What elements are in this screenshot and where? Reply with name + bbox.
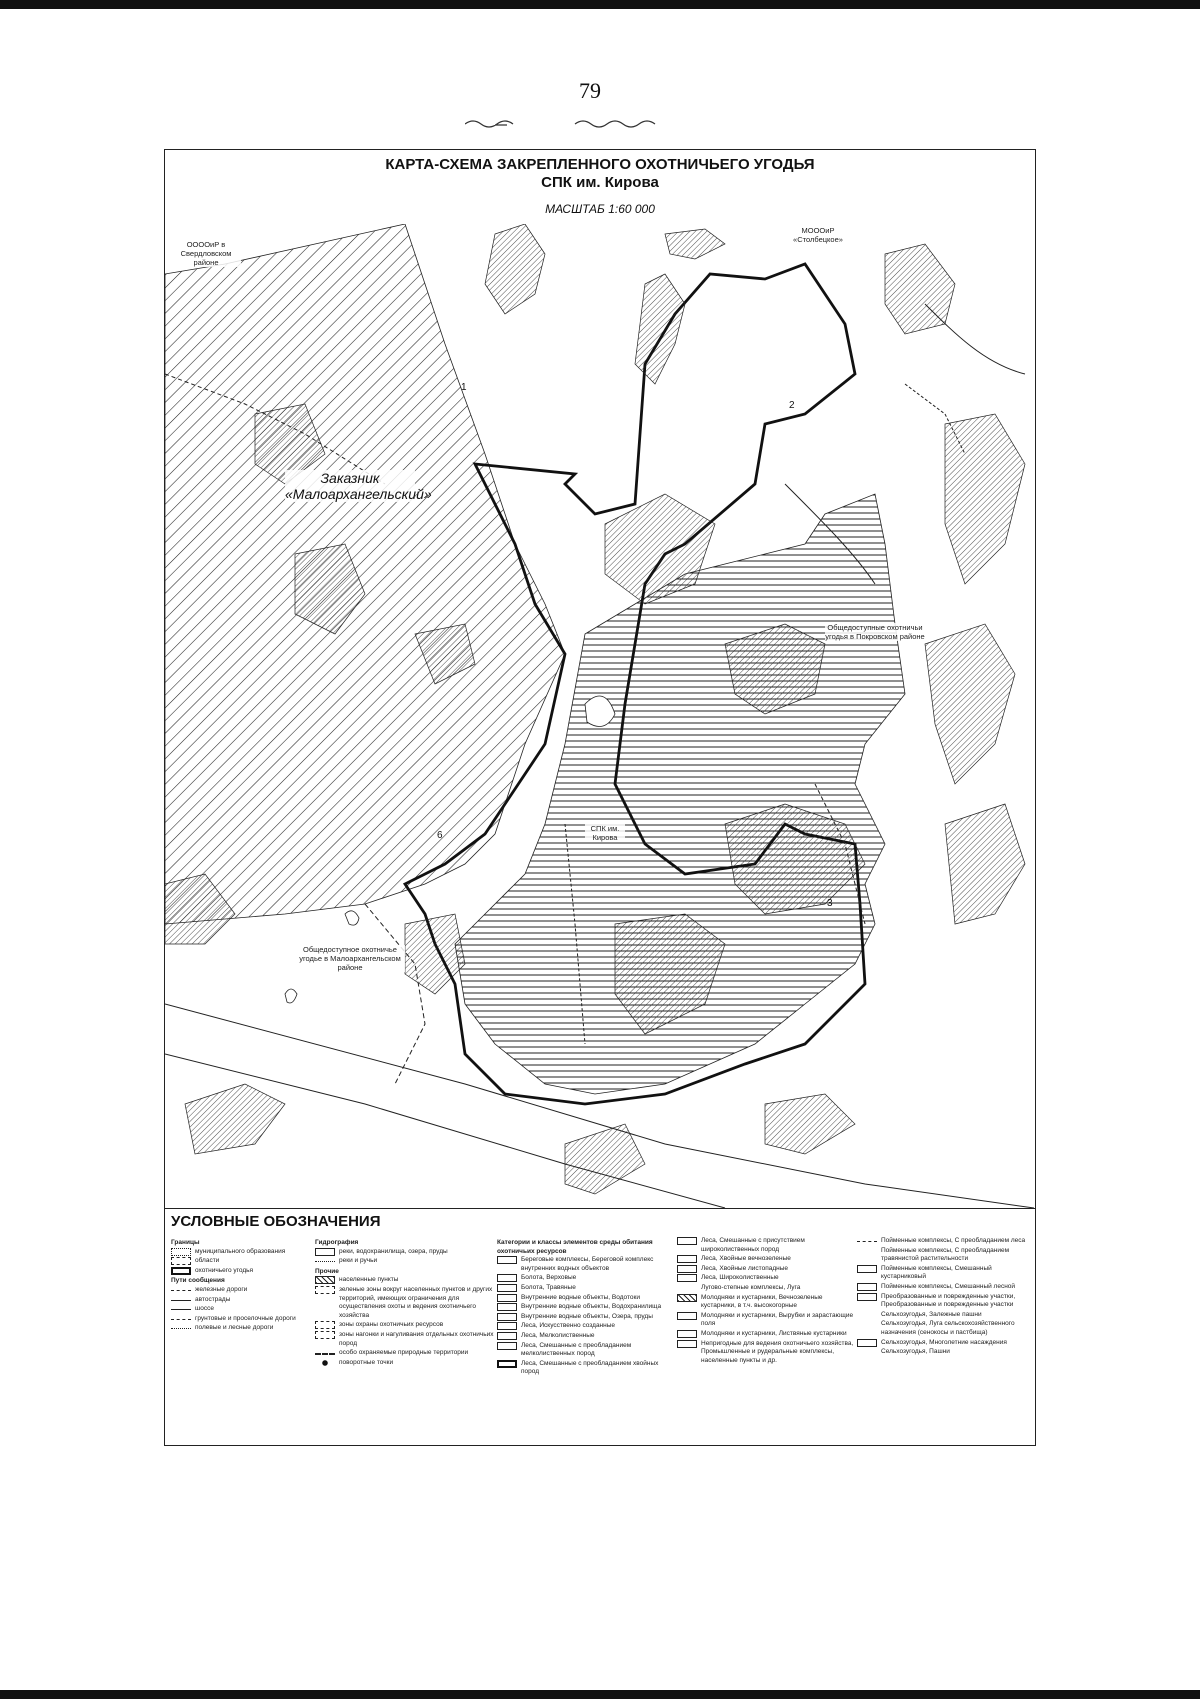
legend-label: Пойменные комплексы, Смешанный лесной [881, 1282, 1016, 1290]
map-frame [164, 149, 1036, 1446]
legend-item [677, 1284, 857, 1293]
legend-label: зеленые зоны вокруг населенных пунктов и других территорий, имеющих ограничения для осуществления охоты и ведения охотничьего хозяйства [339, 1285, 493, 1319]
legend-item [497, 1294, 677, 1303]
page-number: 79 [579, 78, 601, 103]
legend-item [171, 1257, 321, 1266]
legend-item [497, 1284, 677, 1293]
zakaznik-area [165, 224, 565, 924]
legend-item [677, 1330, 857, 1339]
legend-label: Болота, Травяные [521, 1283, 576, 1291]
legend-title: УСЛОВНЫЕ ОБОЗНАЧЕНИЯ [171, 1213, 381, 1230]
legend-label: реки и ручьи [339, 1257, 378, 1265]
legend-item [171, 1286, 321, 1295]
legend-item [315, 1331, 495, 1348]
legend-item [857, 1348, 1033, 1357]
legend-label: Преобразованные и поврежденные участки, Преобразованные и поврежденные участки [881, 1292, 1016, 1309]
legend-item [497, 1303, 677, 1312]
legend-item [857, 1283, 1033, 1292]
legend-label: автострады [195, 1295, 231, 1303]
legend-label: муниципального образования [195, 1247, 286, 1255]
legend-item [171, 1296, 321, 1305]
legend-item [677, 1265, 857, 1274]
legend-label: Пойменные комплексы, Смешанный кустарниковый [881, 1264, 992, 1281]
legend-item [315, 1359, 495, 1368]
legend-item [857, 1265, 1033, 1282]
map-title-line2: СПК им. Кирова [541, 174, 659, 191]
label-sverdlovsk: ООООиР в Свердловском районе [171, 240, 241, 267]
legend-item [315, 1349, 495, 1358]
legend-label: Внутренние водные объекты, Озера, пруды [521, 1312, 653, 1320]
legend-head-roads: Пути сообщения [171, 1277, 225, 1285]
legend-label: Пойменные комплексы, С преобладанием леса [881, 1237, 1026, 1244]
legend-label: области [195, 1257, 220, 1265]
legend-item [857, 1311, 1033, 1320]
legend-label: зоны охраны охотничьих ресурсов [339, 1321, 444, 1329]
legend-label: Лугово-степные комплексы, Луга [701, 1283, 801, 1291]
legend-item [677, 1255, 857, 1264]
bottom-border-bar [0, 1690, 1200, 1699]
legend-label: Пойменные комплексы, С преобладанием травянистой растительности [881, 1246, 1010, 1263]
turning-point-3: 3 [827, 898, 833, 909]
legend-label: Леса, Хвойные листопадные [701, 1264, 788, 1272]
legend-label: Молодняки и кустарники, Листвяные кустарники [701, 1329, 847, 1337]
legend-item [857, 1247, 1033, 1264]
legend-label: железные дороги [195, 1285, 248, 1293]
legend-label: населенные пункты [339, 1276, 399, 1284]
map-title [165, 156, 1035, 192]
legend-item [857, 1237, 1033, 1246]
legend-item [677, 1237, 857, 1254]
legend-label: зоны нагонки и нагуливания отдельных охотничьих пород [339, 1330, 494, 1347]
legend-col-hydro [315, 1237, 495, 1368]
top-border-bar [0, 0, 1200, 9]
turning-point-2: 2 [789, 400, 795, 411]
legend-item [171, 1248, 321, 1257]
legend-label: полевые и лесные дороги [195, 1324, 274, 1332]
label-zakaznik-line2: «Малоархангельский» [285, 486, 432, 502]
legend-col-floodplain [857, 1237, 1033, 1358]
label-spk: СПК им. Кирова [585, 824, 625, 842]
legend-item [171, 1305, 321, 1314]
legend-item [315, 1321, 495, 1330]
legend-item [315, 1286, 495, 1320]
legend-label: Молодняки и кустарники, Вечнозеленые кустарники, в т.ч. высокогорные [701, 1293, 823, 1310]
map-scale: МАСШТАБ 1:60 000 [545, 202, 655, 216]
legend-item [497, 1322, 677, 1331]
legend-item [497, 1360, 677, 1377]
legend-col-forests [677, 1237, 857, 1366]
legend-label: Леса, Смешанные с преобладанием мелколиственных пород [521, 1341, 632, 1358]
legend-item [315, 1257, 495, 1266]
legend-item [857, 1320, 1033, 1337]
legend-item [497, 1274, 677, 1283]
legend-item [497, 1313, 677, 1322]
legend-label: Леса, Смешанные с присутствием широколиственных пород [701, 1237, 805, 1253]
legend-label: особо охраняемые природные территории [339, 1349, 469, 1357]
map-canvas [165, 224, 1034, 1208]
label-stolbetskoe: МОООиР «Столбецкое» [783, 226, 853, 244]
legend-label: Леса, Широколиственные [701, 1274, 779, 1282]
legend-label: Сельхозугодья, Залежные пашни [881, 1310, 982, 1318]
legend-item [497, 1332, 677, 1341]
turning-point-1: 1 [461, 382, 467, 393]
label-pokrovsky: Общедоступные охотничьи угодья в Покровском районе [825, 623, 925, 641]
legend-item [315, 1248, 495, 1257]
label-zakaznik [285, 470, 432, 502]
legend-label: Леса, Смешанные с преобладанием хвойных пород [521, 1359, 659, 1376]
legend-item [677, 1340, 857, 1366]
legend-label: шоссе [195, 1305, 214, 1313]
legend-label: Леса, Хвойные вечнозеленые [701, 1255, 791, 1263]
legend-label: поворотные точки [339, 1358, 394, 1366]
legend-head-categories: Категории и классы элементов среды обитания охотничьих ресурсов [497, 1239, 653, 1255]
legend [165, 1208, 1035, 1444]
map-title-line1: КАРТА-СХЕМА ЗАКРЕПЛЕННОГО ОХОТНИЧЬЕГО УГОДЬЯ [385, 156, 815, 173]
legend-col-borders [171, 1237, 321, 1334]
legend-label: грунтовые и проселочные дороги [195, 1314, 296, 1322]
legend-label: Молодняки и кустарники, Вырубки и зарастающие поля [701, 1311, 854, 1328]
legend-label: реки, водохранилища, озера, пруды [339, 1247, 448, 1255]
legend-item [171, 1315, 321, 1324]
legend-label: Внутренние водные объекты, Водохранилища [521, 1303, 662, 1311]
legend-label: Береговые комплексы, Береговой комплекс внутренних водных объектов [521, 1256, 654, 1272]
legend-item [677, 1312, 857, 1329]
legend-label: Леса, Мелколиственные [521, 1331, 595, 1339]
legend-label: Непригодные для ведения охотничьего хозяйства, Промышленные и рудеральные комплексы, населенные пункты и др. [701, 1339, 854, 1364]
legend-label: Сельхозугодья, Пашни [881, 1348, 950, 1356]
label-zakaznik-line1: Заказник [320, 470, 380, 486]
turning-point-6: 6 [437, 830, 443, 841]
legend-head-hydro: Гидрография [315, 1239, 359, 1246]
legend-label: Внутренние водные объекты, Водотоки [521, 1293, 640, 1301]
legend-item [315, 1276, 495, 1285]
legend-label: Леса, Искусственно созданные [521, 1322, 616, 1330]
legend-item [857, 1293, 1033, 1310]
legend-head-other: Прочие [315, 1267, 339, 1275]
legend-item [497, 1342, 677, 1359]
legend-item [677, 1294, 857, 1311]
legend-label: Болота, Верховые [521, 1274, 577, 1282]
legend-item [171, 1324, 321, 1333]
label-maloarkhangelsk: Общедоступное охотничье угодье в Малоархангельском районе [295, 945, 405, 972]
legend-item [171, 1267, 321, 1276]
legend-label: Сельхозугодья, Луга сельскохозяйственного назначения (сенокосы и пастбища) [881, 1320, 1015, 1336]
legend-item [677, 1274, 857, 1283]
legend-item [857, 1339, 1033, 1348]
legend-item [497, 1256, 677, 1273]
legend-label: охотничьего угодья [195, 1266, 254, 1274]
legend-label: Сельхозугодья, Многолетние насаждения [881, 1338, 1007, 1346]
legend-col-categories [497, 1237, 677, 1378]
legend-head-borders: Границы [171, 1239, 200, 1246]
stamp-scribble [465, 118, 735, 130]
